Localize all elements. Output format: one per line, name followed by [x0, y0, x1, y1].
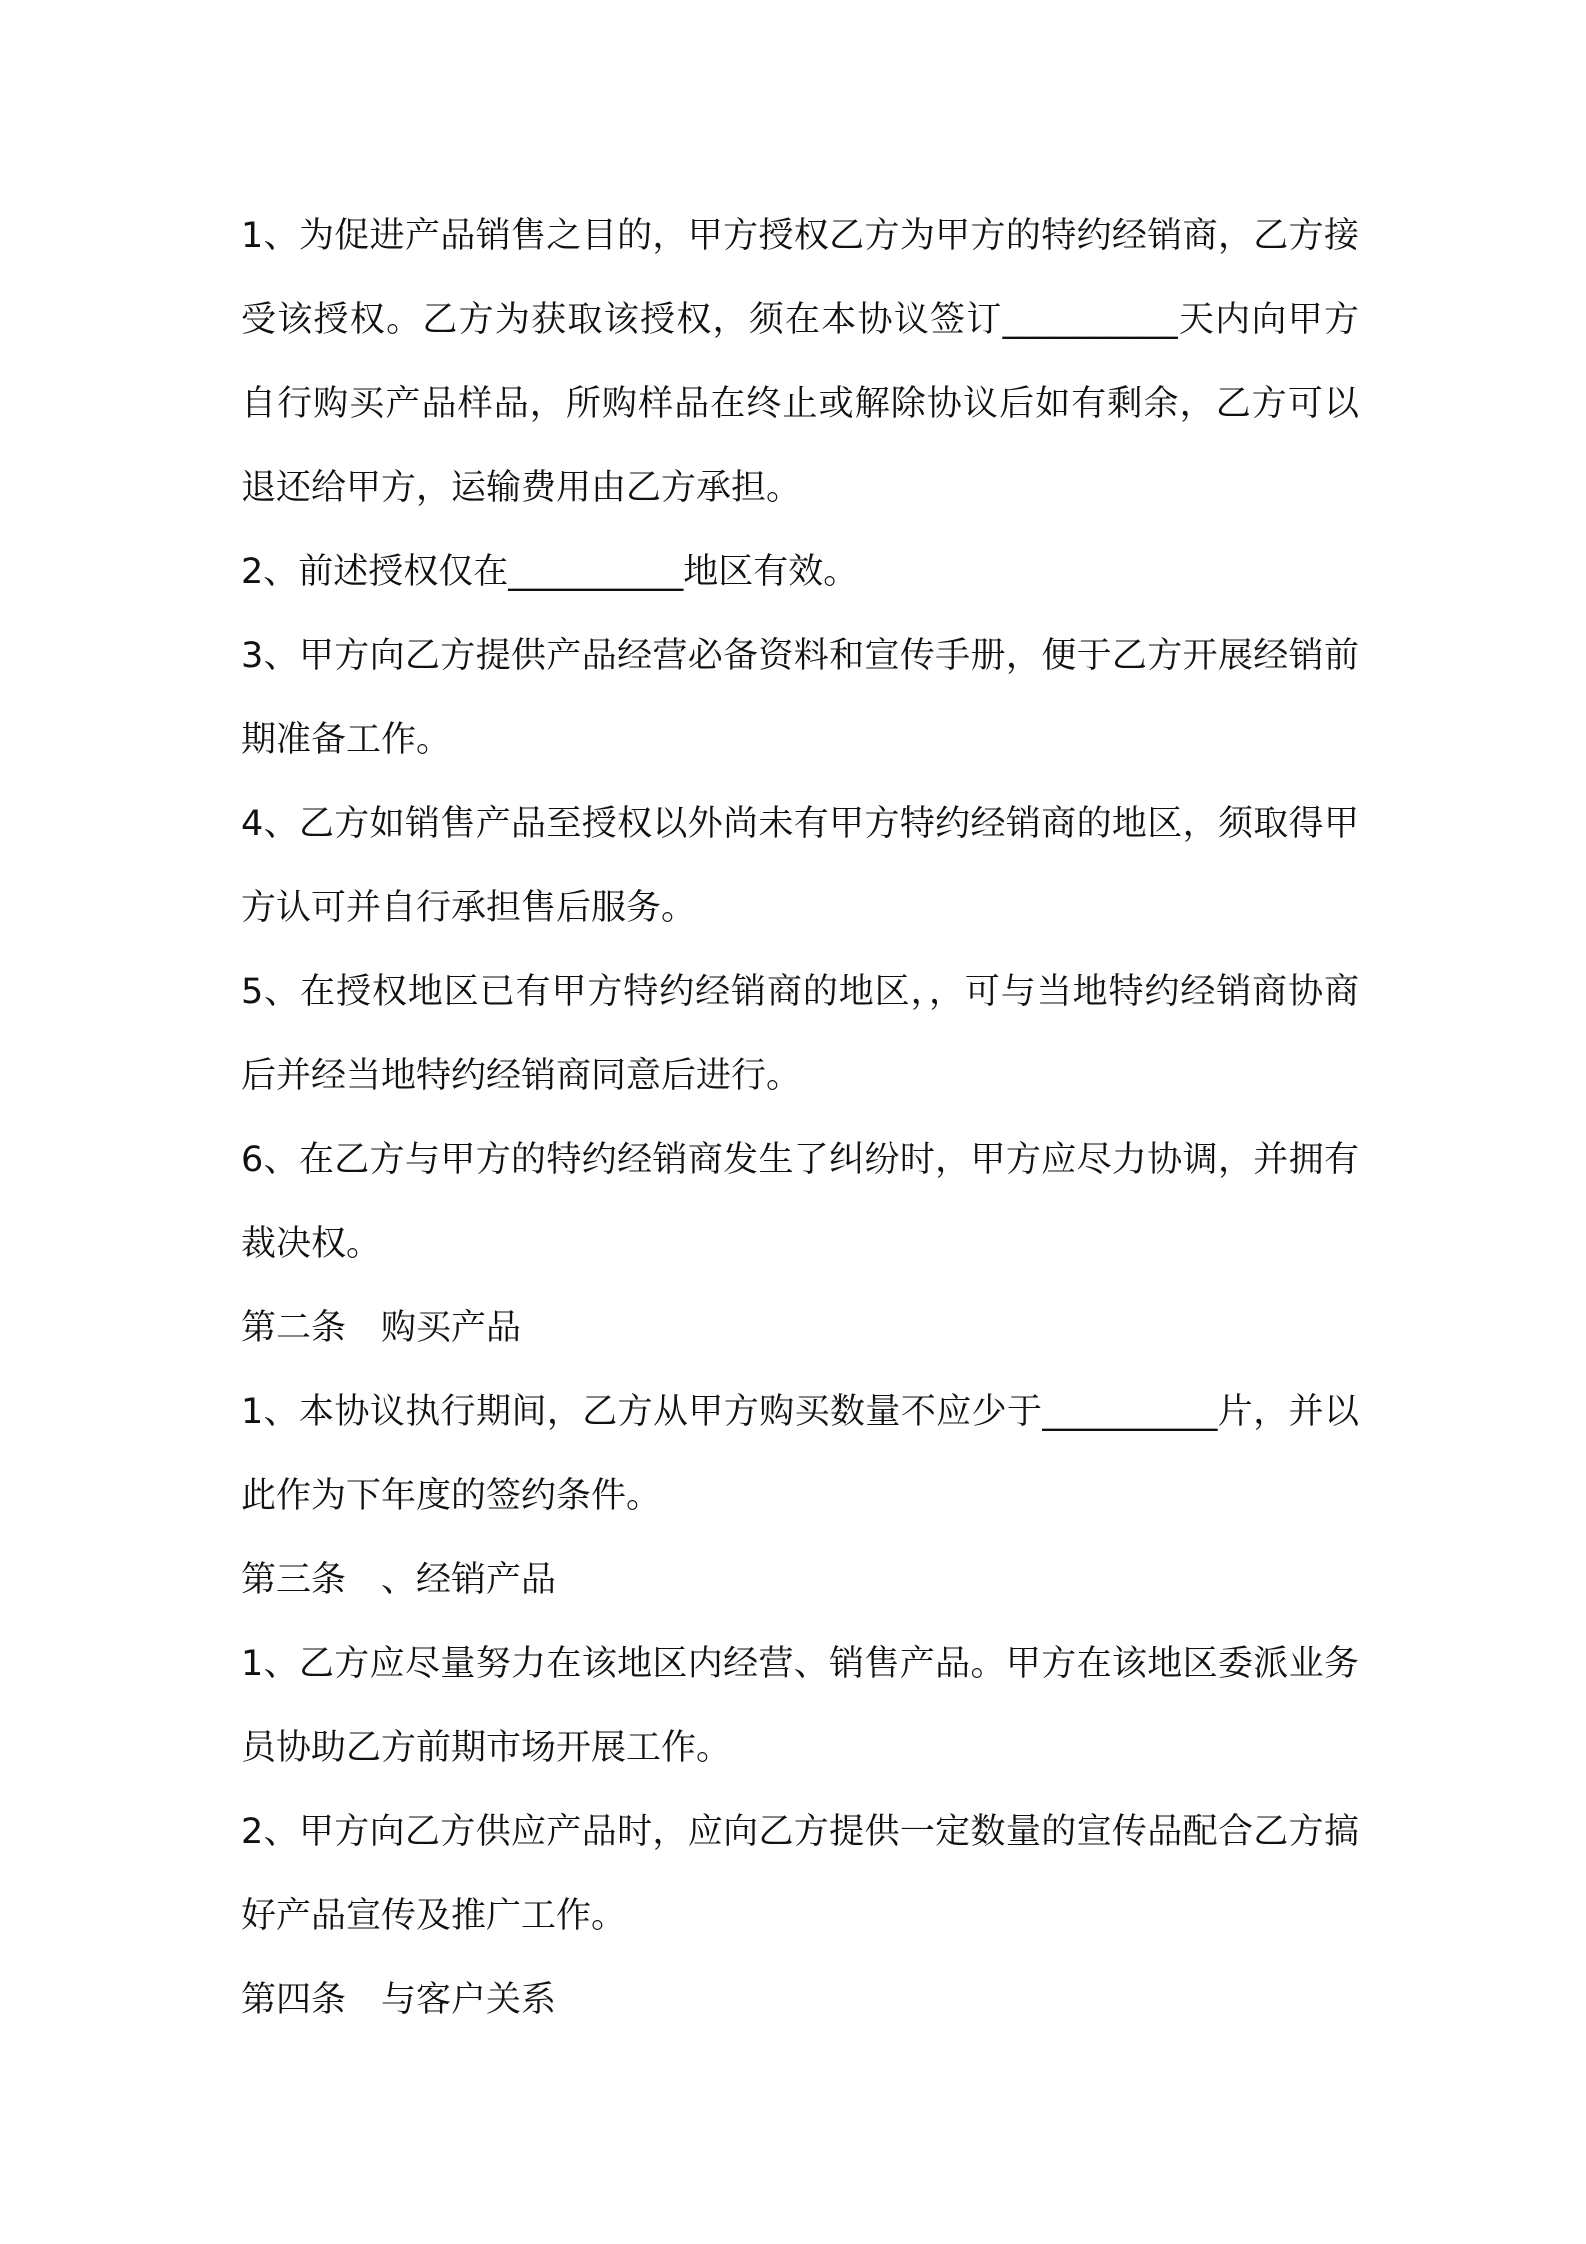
paragraph-clause-2-1: 1、本协议执行期间，乙方从甲方购买数量不应少于__________片，并以此作为下年度的签约条件。	[241, 1392, 1359, 1516]
section-heading-article-3: 第三条 、经销产品	[241, 1560, 557, 1600]
paragraph-clause-1-3: 3、甲方向乙方提供产品经营必备资料和宣传手册，便于乙方开展经销前期准备工作。	[241, 636, 1359, 760]
paragraph-clause-1-5: 5、在授权地区已有甲方特约经销商的地区，，可与当地特约经销商协商后并经当地特约经销商同意后进行。	[241, 972, 1359, 1096]
paragraph-clause-1-4: 4、乙方如销售产品至授权以外尚未有甲方特约经销商的地区，须取得甲方认可并自行承担售后服务。	[241, 804, 1359, 928]
paragraph-clause-1-2: 2、前述授权仅在__________地区有效。	[241, 552, 859, 592]
paragraph-clause-3-2: 2、甲方向乙方供应产品时，应向乙方提供一定数量的宣传品配合乙方搞好产品宣传及推广工作。	[241, 1812, 1359, 1936]
section-heading-article-2: 第二条 购买产品	[241, 1308, 522, 1348]
document-body	[241, 194, 1359, 2042]
paragraph-clause-1-6: 6、在乙方与甲方的特约经销商发生了纠纷时，甲方应尽力协调，并拥有裁决权。	[241, 1140, 1359, 1264]
paragraph-clause-3-1: 1、乙方应尽量努力在该地区内经营、销售产品。甲方在该地区委派业务员协助乙方前期市场开展工作。	[241, 1644, 1359, 1768]
paragraph-clause-1-1: 1、为促进产品销售之目的，甲方授权乙方为甲方的特约经销商，乙方接受该授权。乙方为获取该授权，须在本协议签订__________天内向甲方自行购买产品样品，所购样品在终止或解除协议后如有剩余，乙方可以退还给甲方，运输费用由乙方承担。	[241, 216, 1359, 508]
section-heading-article-4: 第四条 与客户关系	[241, 1980, 557, 2020]
